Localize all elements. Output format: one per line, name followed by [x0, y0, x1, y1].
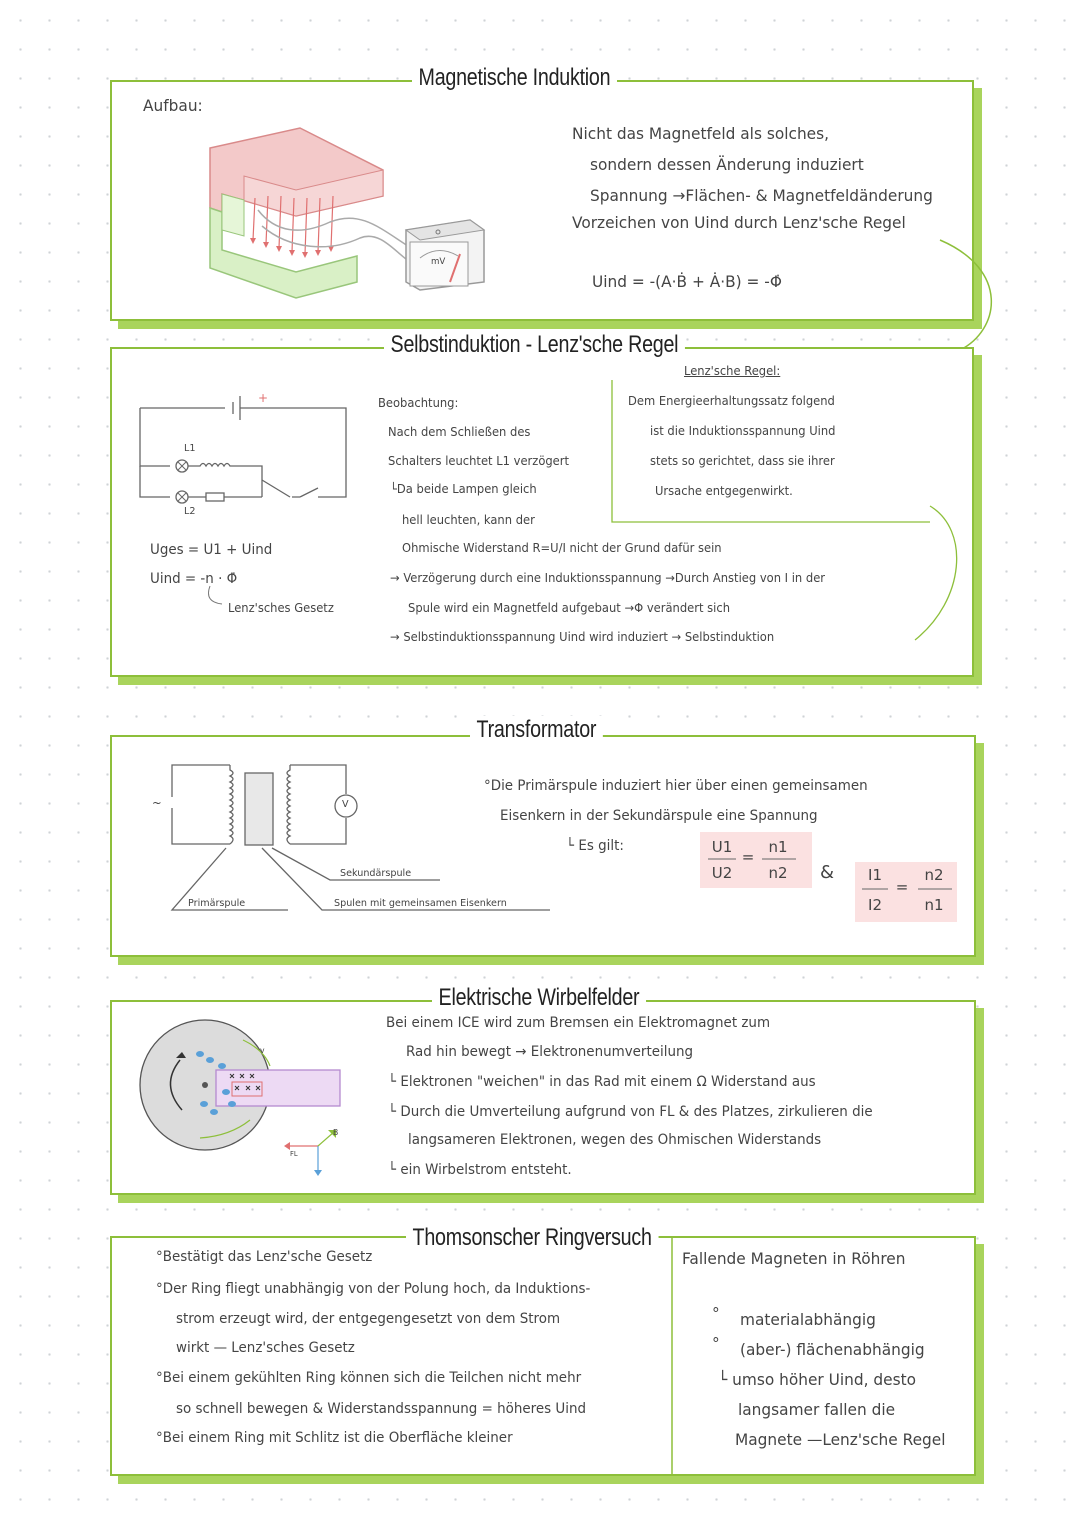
s1-formula: Uind = -(A·Ḃ + Ȧ·B) = -Φ̇ — [592, 272, 782, 291]
section-title-fallende-magneten: Fallende Magneten in Röhren — [682, 1249, 906, 1268]
lamp-l2-label: L2 — [184, 506, 196, 517]
section-title-selbstinduktion: Selbstinduktion - Lenz'sche Regel — [384, 331, 685, 359]
s3-text-1: °Die Primärspule induziert hier über einen gemeinsamen — [484, 778, 868, 794]
label-sekundaerspule: Sekundärspule — [340, 868, 412, 879]
formula-n2b: n2 — [924, 866, 944, 884]
lenz-rule-4: Ursache entgegenwirkt. — [655, 484, 793, 498]
s1-text-3: Spannung →Flächen- & Magnetfeldänderung — [590, 186, 933, 205]
s4-text-2: Rad hin bewegt → Elektronenumverteilung — [406, 1044, 694, 1060]
s6-text-3: └ umso höher Uind, desto — [718, 1370, 917, 1389]
formula-n1b: n1 — [924, 896, 944, 914]
s1-text-2: sondern dessen Änderung induziert — [590, 155, 864, 174]
label-b: B — [333, 1128, 339, 1137]
lamp-l1-label: L1 — [184, 443, 196, 454]
eq-uges: Uges = U1 + Uind — [150, 542, 273, 558]
lenz-rule-2: ist die Induktionsspannung Uind — [650, 424, 836, 438]
formula-n1: n1 — [768, 838, 788, 856]
s4-text-1: Bei einem ICE wird zum Bremsen ein Elektromagnet zum — [386, 1015, 771, 1031]
formula-ampersand: & — [819, 862, 835, 883]
obs-line-7: Spule wird ein Magnetfeld aufgebaut →Φ verändert sich — [408, 601, 731, 615]
aufbau-label: Aufbau: — [143, 96, 203, 115]
lenz-rule-3: stets so gerichtet, dass sie ihrer — [650, 454, 835, 468]
s6-bullet-1: ° — [712, 1304, 720, 1323]
s5-text-6: so schnell bewegen & Widerstandsspannung = höheres Uind — [176, 1401, 587, 1417]
s5-text-7: °Bei einem Ring mit Schlitz ist die Oberfläche kleiner — [156, 1430, 513, 1446]
s3-text-2: Eisenkern in der Sekundärspule eine Spannung — [500, 808, 818, 824]
s6-text-4: langsamer fallen die — [738, 1400, 896, 1419]
s5-text-2: °Der Ring fliegt unabhängig von der Polung hoch, da Induktions- — [156, 1281, 591, 1297]
s5-text-4: wirkt — Lenz'sches Gesetz — [176, 1340, 355, 1356]
obs-line-3: └Da beide Lampen gleich — [390, 482, 537, 496]
formula-eq-2: = — [895, 878, 909, 896]
label-v: v — [260, 1046, 265, 1055]
eq-lenz-label: Lenz'sches Gesetz — [228, 601, 334, 615]
s6-text-5: Magnete —Lenz'sche Regel — [735, 1430, 946, 1449]
s1-text-1: Nicht das Magnetfeld als solches, — [572, 124, 830, 143]
section-title-transformator: Transformator — [470, 716, 603, 744]
s5-text-3: strom erzeugt wird, der entgegengesetzt von dem Strom — [176, 1311, 561, 1327]
s4-text-5: langsameren Elektronen, wegen des Ohmischen Widerstands — [408, 1132, 822, 1148]
formula-eq-1: = — [741, 848, 755, 866]
s5-text-5: °Bei einem gekühlten Ring können sich die Teilchen nicht mehr — [156, 1370, 582, 1386]
s6-text-1: materialabhängig — [740, 1310, 876, 1329]
s4-text-4: └ Durch die Umverteilung aufgrund von FL & des Platzes, zirkulieren die — [388, 1104, 873, 1120]
obs-line-1: Nach dem Schließen des — [388, 425, 531, 439]
obs-line-2: Schalters leuchtet L1 verzögert — [388, 454, 570, 468]
obs-line-5: Ohmische Widerstand R=U/I nicht der Grund dafür sein — [402, 541, 722, 555]
svg-text:+: + — [258, 391, 269, 405]
label-fl: FL — [290, 1150, 298, 1158]
lenz-rule-heading: Lenz'sche Regel: — [684, 364, 781, 378]
section-title-ringversuch: Thomsonscher Ringversuch — [406, 1224, 658, 1252]
ac-source-symbol: ~ — [152, 796, 162, 810]
obs-heading: Beobachtung: — [378, 396, 459, 410]
formula-u1: U1 — [711, 838, 733, 856]
section-title-magnetische-induktion: Magnetische Induktion — [412, 64, 617, 92]
section-title-wirbelfelder: Elektrische Wirbelfelder — [432, 984, 646, 1012]
voltmeter-unit: mV — [431, 257, 446, 267]
voltmeter-symbol: V — [342, 799, 349, 810]
formula-n2: n2 — [768, 864, 788, 882]
obs-line-6: → Verzögerung durch eine Induktionsspannung →Durch Anstieg von I in der — [390, 571, 826, 585]
eq-uind: Uind = -n · Φ̇ — [150, 571, 238, 587]
lenz-rule-1: Dem Energieerhaltungssatz folgend — [628, 394, 835, 408]
s4-text-6: └ ein Wirbelstrom entsteht. — [388, 1162, 572, 1178]
formula-i1: I1 — [868, 866, 882, 884]
s1-text-4: Vorzeichen von Uind durch Lenz'sche Regel — [572, 213, 906, 232]
obs-line-4: hell leuchten, kann der — [402, 513, 535, 527]
label-primaerspule: Primärspule — [188, 898, 246, 909]
obs-line-8: → Selbstinduktionsspannung Uind wird induziert → Selbstinduktion — [390, 630, 775, 644]
s3-text-3: └ Es gilt: — [566, 838, 624, 854]
formula-u2: U2 — [711, 864, 733, 882]
formula-i2: I2 — [868, 896, 882, 914]
s5-text-1: °Bestätigt das Lenz'sche Gesetz — [156, 1249, 373, 1265]
s4-text-3: └ Elektronen "weichen" in das Rad mit einem Ω Widerstand aus — [388, 1074, 816, 1090]
s6-bullet-2: ° — [712, 1334, 720, 1353]
label-eisenkern: Spulen mit gemeinsamen Eisenkern — [334, 898, 507, 909]
s6-text-2: (aber-) flächenabhängig — [740, 1340, 925, 1359]
